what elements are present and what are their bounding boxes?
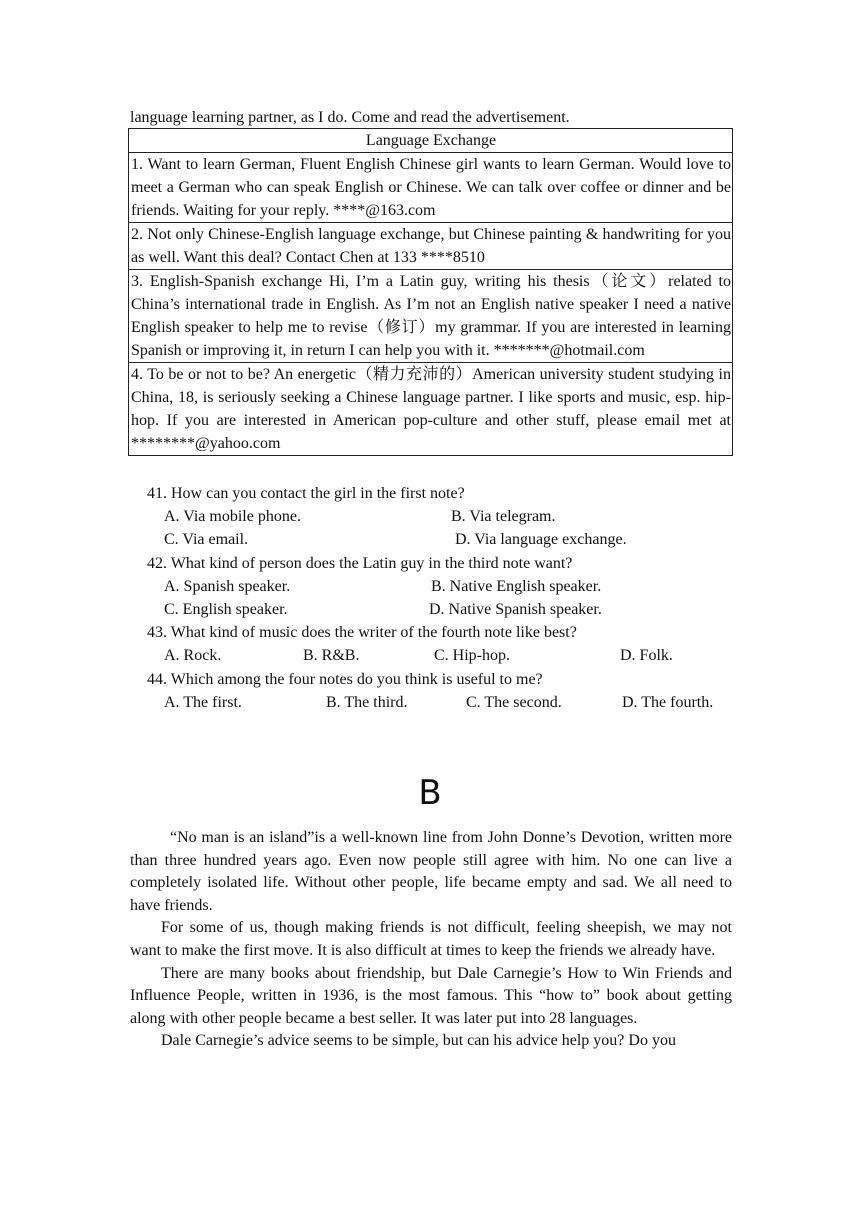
option-41-b[interactable]: B. Via telegram.: [451, 508, 556, 526]
option-42-a[interactable]: A. Spanish speaker.: [164, 577, 291, 595]
option-44-b[interactable]: B. The third.: [326, 693, 408, 711]
option-43-d[interactable]: D. Folk.: [620, 647, 673, 665]
section-b-title: B: [418, 773, 442, 813]
table-heading: Language Exchange: [129, 129, 733, 153]
options-row: [147, 598, 747, 621]
question-44: 44. Which among the four notes do you think is useful to me?: [147, 670, 543, 688]
options-row: [147, 505, 747, 528]
table-row: [129, 153, 733, 223]
question-43: 43. What kind of music does the writer of the fourth note like best?: [147, 624, 577, 642]
section-b-passage: [130, 827, 732, 1053]
options-row: [147, 575, 747, 598]
option-43-a[interactable]: A. Rock.: [164, 647, 222, 665]
option-44-a[interactable]: A. The first.: [164, 693, 242, 711]
intro-text: language learning partner, as I do. Come and read the advertisement.: [130, 109, 570, 126]
options-row: [147, 644, 747, 667]
option-41-a[interactable]: A. Via mobile phone.: [164, 508, 301, 526]
option-41-d[interactable]: D. Via language exchange.: [455, 531, 627, 549]
table-header-row: [129, 129, 733, 153]
option-42-b[interactable]: B. Native English speaker.: [431, 577, 602, 595]
paragraph-3: There are many books about friendship, but Dale Carnegie’s How to Win Friends and Influence People, written in 1936, is the most famous. This “how to” book about getting along with other people became a best seller. It was later put into 28 languages.: [130, 964, 732, 1027]
table-row: [129, 270, 733, 363]
option-43-b[interactable]: B. R&B.: [303, 647, 360, 665]
option-42-c[interactable]: C. English speaker.: [164, 600, 288, 618]
option-44-d[interactable]: D. The fourth.: [622, 693, 714, 711]
question-list: [147, 482, 747, 714]
table-row: [129, 363, 733, 456]
table-row: [129, 223, 733, 270]
option-41-c[interactable]: C. Via email.: [164, 531, 249, 549]
options-row: [147, 691, 747, 714]
options-row: [147, 528, 747, 551]
paragraph-2: For some of us, though making friends is not difficult, feeling sheepish, we may not want to make the first move. It is also difficult at times to keep the friends we already have.: [130, 919, 732, 959]
ad-2: 2. Not only Chinese-English language exchange, but Chinese painting & handwriting for you as well. Want this deal? Contact Chen at 133 ****8510: [129, 223, 733, 270]
paragraph-1: “No man is an island”is a well-known line from John Donne’s Devotion, written more than three hundred years ago. Even now people still agree with him. No one can live a completely isolated life. Without other people, life became empty and sad. We all need to have friends.: [130, 829, 732, 914]
paragraph-4: Dale Carnegie’s advice seems to be simple, but can his advice help you? Do you: [161, 1032, 676, 1050]
option-44-c[interactable]: C. The second.: [466, 693, 562, 711]
question-42: 42. What kind of person does the Latin guy in the third note want?: [147, 554, 573, 572]
option-42-d[interactable]: D. Native Spanish speaker.: [429, 600, 602, 618]
ad-3: 3. English-Spanish exchange Hi, I’m a Latin guy, writing his thesis（论文）related to China’s international trade in English. As I’m not an English native speaker I need a native English speaker to help me to revise（修订）my grammar. If you are interested in learning Spanish or improving it, in return I can help you with it. *******@hotmail.com: [129, 270, 733, 363]
ad-4: 4. To be or not to be? An energetic（精力充沛的）American university student studying in China, 18, is seriously seeking a Chinese language partner. I like sports and music, esp. hip-hop. If you are interested in American pop-culture and other stuff, please email met at ********@yahoo.com: [129, 363, 733, 456]
question-41: 41. How can you contact the girl in the first note?: [147, 485, 465, 502]
language-exchange-table: [128, 128, 733, 456]
option-43-c[interactable]: C. Hip-hop.: [434, 647, 510, 665]
ad-1: 1. Want to learn German, Fluent English Chinese girl wants to learn German. Would love to meet a German who can speak English or Chinese. We can talk over coffee or dinner and be friends. Waiting for your reply. ****@163.com: [129, 153, 733, 223]
